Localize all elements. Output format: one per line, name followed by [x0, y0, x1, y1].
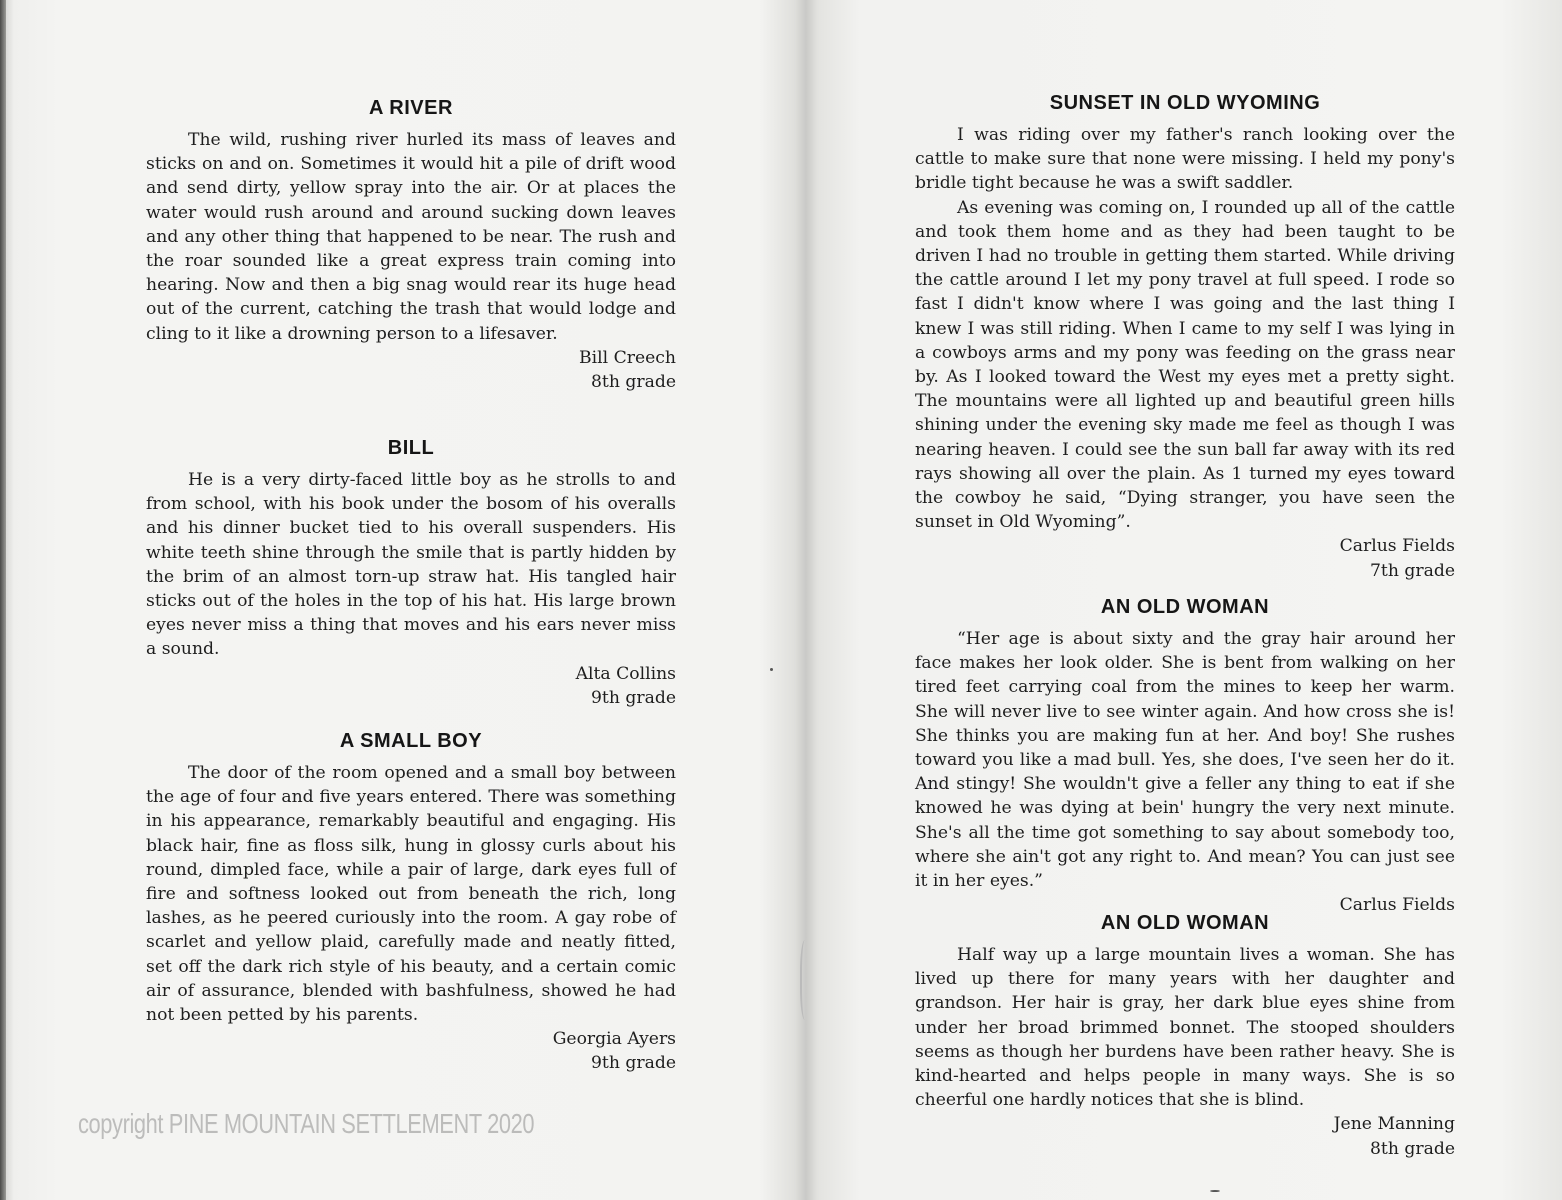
paragraph: “Her age is about sixty and the gray hair around her face makes her look older. She is bent from walking on her tired feet carrying coal from the mines to keep her warm. She will never live to see winter again. And how cross she is! She thinks you are making fun at her. And boy! She rushes toward you like a mad bull. Yes, she does, I've seen her do it. And stingy! She wouldn't give a feller any thing to eat if she knowed he was dying at bein' hungry the very next minute. She's all the time got something to say about somebody too, where she ain't got any right to. And mean? You can just see it in her eyes.”	[915, 629, 1455, 892]
piece-title: A SMALL BOY	[339, 730, 483, 752]
paragraph: The door of the room opened and a small boy between the age of four and five years entered. There was something in his appearance, remarkably beautiful and engaging. His black hair, fine as floss silk, hung in glossy curls about his round, dimpled face, while a pair of large, dark eyes full of fire and softness looked out from beneath the rich, long lashes, as he peered curiously into the room. A gay robe of scarlet and yellow plaid, carefully made and neatly fitted, set off the dark rich style of his beauty, and a certain comic air of assurance, blended with bashfulness, showed he had not been petted by his parents.	[146, 763, 676, 1026]
author-signature	[146, 1027, 676, 1075]
piece-title: AN OLD WOMAN	[1100, 596, 1270, 618]
piece-an-old-woman-1	[915, 596, 1455, 917]
print-speck	[770, 668, 773, 671]
piece-sunset-in-old-wyoming	[915, 92, 1455, 583]
paragraph: As evening was coming on, I rounded up all of the cattle and took them home and as they had been taught to be driven I had no trouble in getting them started. While driving the cattle around I let my pony travel at full speed. I rode so fast I didn't know where I was going and the last thing I knew I was still riding. When I came to my self I was lying in a cowboys arms and my pony was feeding on the grass near by. As I looked toward the West my eyes met a pretty sight. The mountains were all lighted up and beautiful green hills shining under the evening sky made me feel as though I was nearing heaven. I could see the sun ball far away with its red rays showing all over the plain. As 1 turned my eyes toward the cowboy he said, “Dying stranger, you have seen the sunset in Old Wyoming”.	[915, 197, 1455, 533]
author-grade: 7th grade	[1369, 560, 1455, 581]
binding-thread	[800, 940, 812, 1020]
piece-body	[915, 123, 1455, 534]
piece-body	[146, 468, 676, 662]
left-page	[146, 0, 676, 1200]
author-name: Alta Collins	[575, 663, 676, 684]
piece-a-river	[146, 97, 676, 394]
piece-title: BILL	[387, 437, 435, 459]
page-edge	[0, 0, 6, 1200]
author-grade: 9th grade	[590, 1053, 676, 1074]
piece-title: A RIVER	[369, 97, 453, 119]
piece-body	[915, 943, 1455, 1112]
copyright-watermark: copyright PINE MOUNTAIN SETTLEMENT 2020	[78, 1108, 535, 1139]
piece-an-old-woman-2	[915, 912, 1455, 1161]
book-gutter	[795, 0, 817, 1200]
paragraph: I was riding over my father's ranch looking over the cattle to make sure that none were missing. I held my pony's bridle tight because he was a swift saddler.	[915, 125, 1455, 194]
piece-body	[915, 627, 1455, 893]
author-name: Georgia Ayers	[552, 1029, 676, 1050]
right-page	[915, 0, 1455, 1200]
author-grade: 9th grade	[590, 687, 676, 708]
paragraph: The wild, rushing river hurled its mass of leaves and sticks on and on. Sometimes it would hit a pile of drift wood and send dirty, yellow spray into the air. Or at places the water would rush around and around sucking down leaves and any other thing that happened to be near. The rush and the roar sounded like a great express train coming into hearing. Now and then a big snag would rear its huge head out of the current, catching the trash that would lodge and cling to it like a drowning person to a lifesaver.	[146, 130, 676, 344]
piece-body	[146, 761, 676, 1027]
author-name: Carlus Fields	[1339, 895, 1455, 916]
piece-title: SUNSET IN OLD WYOMING	[1049, 92, 1321, 114]
author-grade: 8th grade	[590, 372, 676, 393]
author-grade: 8th grade	[1369, 1138, 1455, 1159]
paragraph: He is a very dirty-faced little boy as he strolls to and from school, with his book under the bosom of his overalls and his dinner bucket tied to his overall suspenders. His white teeth shine through the smile that is partly hidden by the brim of an almost torn-up straw hat. His tangled hair sticks out of the holes in the top of his hat. His large brown eyes never miss a thing that moves and his ears never miss a sound.	[146, 470, 676, 660]
piece-a-small-boy	[146, 730, 676, 1076]
piece-title: AN OLD WOMAN	[1100, 912, 1270, 934]
author-signature	[146, 662, 676, 710]
paragraph: Half way up a large mountain lives a woman. She has lived up there for many years with her daughter and grandson. Her hair is gray, her dark blue eyes shine from under her broad brimmed bonnet. The stooped shoulders seems as though her burdens have been rather heavy. She is kind-hearted and helps people in many ways. She is so cheerful one hardly notices that she is blind.	[915, 945, 1455, 1111]
author-signature	[915, 1112, 1455, 1160]
author-name: Carlus Fields	[1339, 536, 1455, 557]
author-signature	[146, 346, 676, 394]
author-name: Jene Manning	[1333, 1114, 1455, 1135]
piece-body	[146, 128, 676, 346]
author-name: Bill Creech	[579, 347, 676, 368]
piece-bill	[146, 437, 676, 710]
author-signature	[915, 534, 1455, 582]
